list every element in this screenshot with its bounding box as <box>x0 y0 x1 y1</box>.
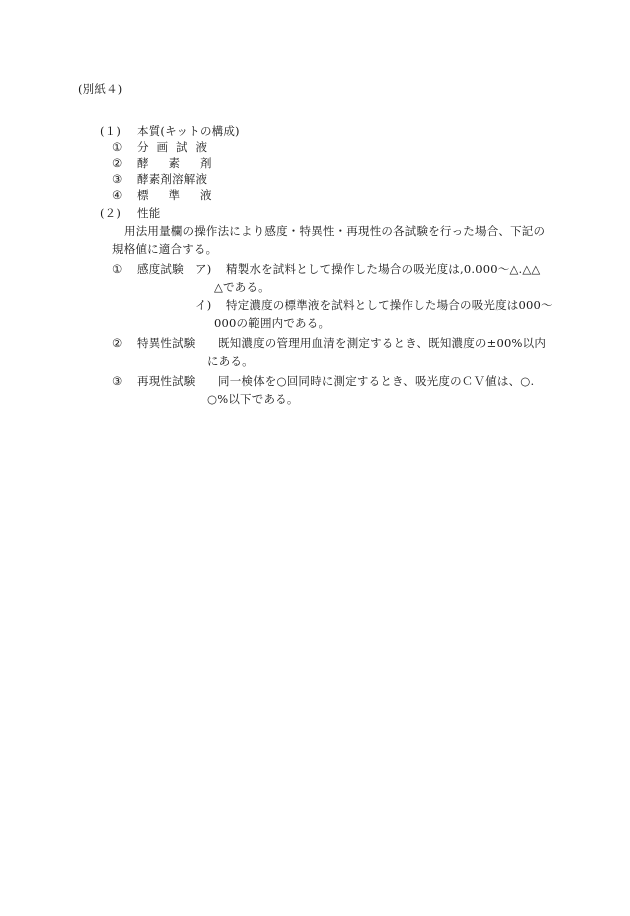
test1-b-line1: 特定濃度の標準液を試料として操作した場合の吸光度は000～ <box>226 298 553 312</box>
kit-item-name: 分画試液 <box>137 140 215 154</box>
test2-mark: ② <box>112 336 123 350</box>
test3-mark: ③ <box>112 374 123 388</box>
section2-title: 性能 <box>137 206 161 220</box>
attachment-label: (別紙４) <box>78 82 123 96</box>
test2-name: 特異性試験 <box>137 336 196 350</box>
test1-a-label: ア) <box>195 262 212 276</box>
test1-mark: ① <box>112 262 123 276</box>
section1-title: 本質(キットの構成) <box>137 124 240 138</box>
kit-item-name: 酵素剤溶解液 <box>137 172 208 186</box>
kit-item-mark: ③ <box>112 172 123 186</box>
test2-line1: 既知濃度の管理用血清を測定するとき、既知濃度の±00%以内 <box>218 336 547 350</box>
test3-line1: 同一検体を○回同時に測定するとき、吸光度のＣＶ値は、○. <box>218 374 535 388</box>
kit-item-name: 酵素剤 <box>137 156 232 170</box>
test1-name: 感度試験 <box>137 262 184 276</box>
test2-line2: にある。 <box>207 354 254 368</box>
kit-item-mark: ④ <box>112 188 123 202</box>
section2-intro-line1: 用法用量欄の操作法により感度・特異性・再現性の各試験を行った場合、下記の <box>124 224 546 238</box>
section2-intro-line2: 規格値に適合する。 <box>112 242 218 256</box>
kit-item-mark: ② <box>112 156 123 170</box>
test1-a-line1: 精製水を試料として操作した場合の吸光度は,0.000～△.△△ <box>226 262 541 276</box>
test1-b-label: イ) <box>195 298 212 312</box>
test3-name: 再現性試験 <box>137 374 196 388</box>
test1-a-line2: △である。 <box>214 280 270 294</box>
test3-line2: ○%以下である。 <box>207 392 299 406</box>
test1-b-line2: 000の範囲内である。 <box>214 316 331 330</box>
section2-number: (２) <box>100 206 122 220</box>
kit-item-mark: ① <box>112 140 123 154</box>
section1-number: (１) <box>100 124 122 138</box>
kit-item-name: 標準液 <box>137 188 232 202</box>
